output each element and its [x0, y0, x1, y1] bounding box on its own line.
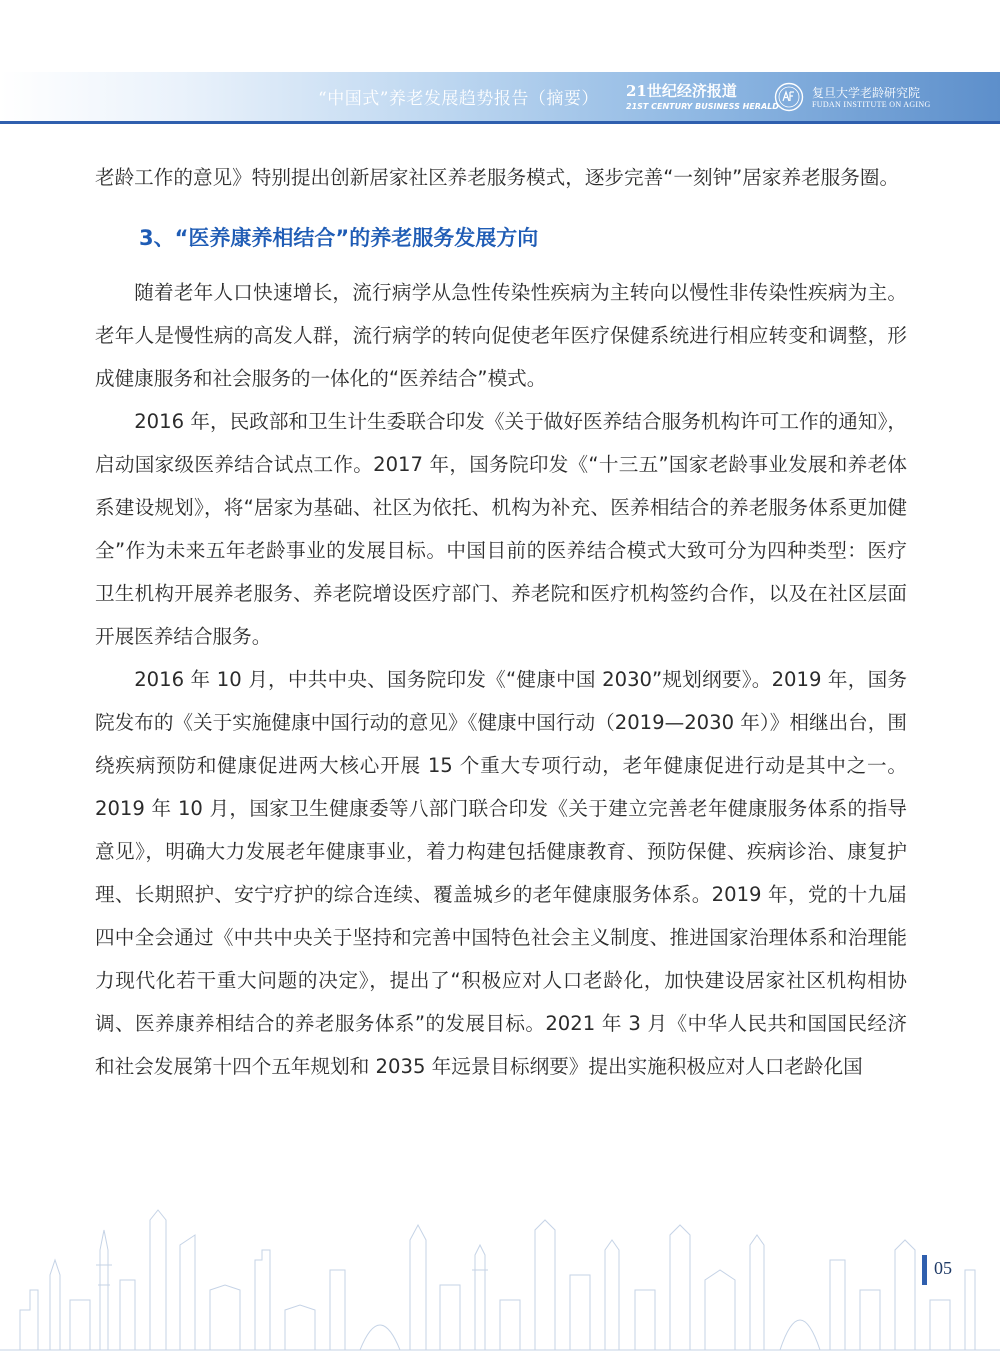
report-title: “中国式”养老发展趋势报告（摘要）	[318, 89, 599, 109]
main-content	[95, 156, 907, 1088]
intro-paragraph: 老龄工作的意见》特别提出创新居家社区养老服务模式，逐步完善“一刻钟”居家养老服务圈。	[95, 166, 900, 189]
fudan-institute-cn: 复旦大学老龄研究院	[812, 86, 921, 100]
fudan-institute-en: FUDAN INSTITUTE ON AGING	[812, 100, 931, 109]
brand-21st-century	[626, 80, 779, 111]
fudan-logo-icon	[774, 82, 804, 112]
section-heading: 3、“医养康养相结合”的养老服务发展方向	[139, 226, 539, 250]
header-divider	[0, 121, 1000, 124]
brand-21st-century-cn: 21世纪经济报道	[626, 82, 737, 100]
paragraph-1: 随着老年人口快速增长，流行病学从急性传染性疾病为主转向以慢性非传染性疾病为主。老年人是慢性病的高发人群，流行病学的转向促使老年医疗保健系统进行相应转变和调整，形成健康服务和社会服务的一体化的“医养结合”模式。	[95, 281, 907, 390]
paragraph-2: 2016 年，民政部和卫生计生委联合印发《关于做好医养结合服务机构许可工作的通知》，启动国家级医养结合试点工作。2017 年，国务院印发《“十三五”国家老龄事业发展和养老体系建设规划》，将“居家为基础、社区为依托、机构为补充、医养相结合的养老服务体系更加健全”作为未来五年老龄事业的发展目标。中国目前的医养结合模式大致可分为四种类型：医疗卫生机构开展养老服务、养老院增设医疗部门、养老院和医疗机构签约合作，以及在社区层面开展医养结合服务。	[95, 410, 907, 648]
paragraph-3: 2016 年 10 月，中共中央、国务院印发《“健康中国 2030”规划纲要》。2019 年，国务院发布的《关于实施健康中国行动的意见》《健康中国行动（2019—2030 年）》相继出台，围绕疾病预防和健康促进两大核心开展 15 个重大专项行动，老年健康促进行动是其中之一。2019 年 10 月，国家卫生健康委等八部门联合印发《关于建立完善老年健康服务体系的指导意见》，明确大力发展老年健康事业，着力构建包括健康教育、预防保健、疾病诊治、康复护理、长期照护、安宁疗护的综合连续、覆盖城乡的老年健康服务体系。2019 年，党的十九届四中全会通过《中共中央关于坚持和完善中国特色社会主义制度、推进国家治理体系和治理能力现代化若干重大问题的决定》，提出了“积极应对人口老龄化，加快建设居家社区机构相协调、医养康养相结合的养老服务体系”的发展目标。2021 年 3 月《中华人民共和国国民经济和社会发展第十四个五年规划和 2035 年远景目标纲要》提出实施积极应对人口老龄化国	[95, 668, 907, 1078]
brand-21st-century-en: 21ST CENTURY BUSINESS HERALD	[626, 102, 779, 111]
page-number-marker	[922, 1255, 927, 1285]
city-skyline-illustration	[0, 1190, 1000, 1356]
page-number: 05	[934, 1258, 952, 1278]
